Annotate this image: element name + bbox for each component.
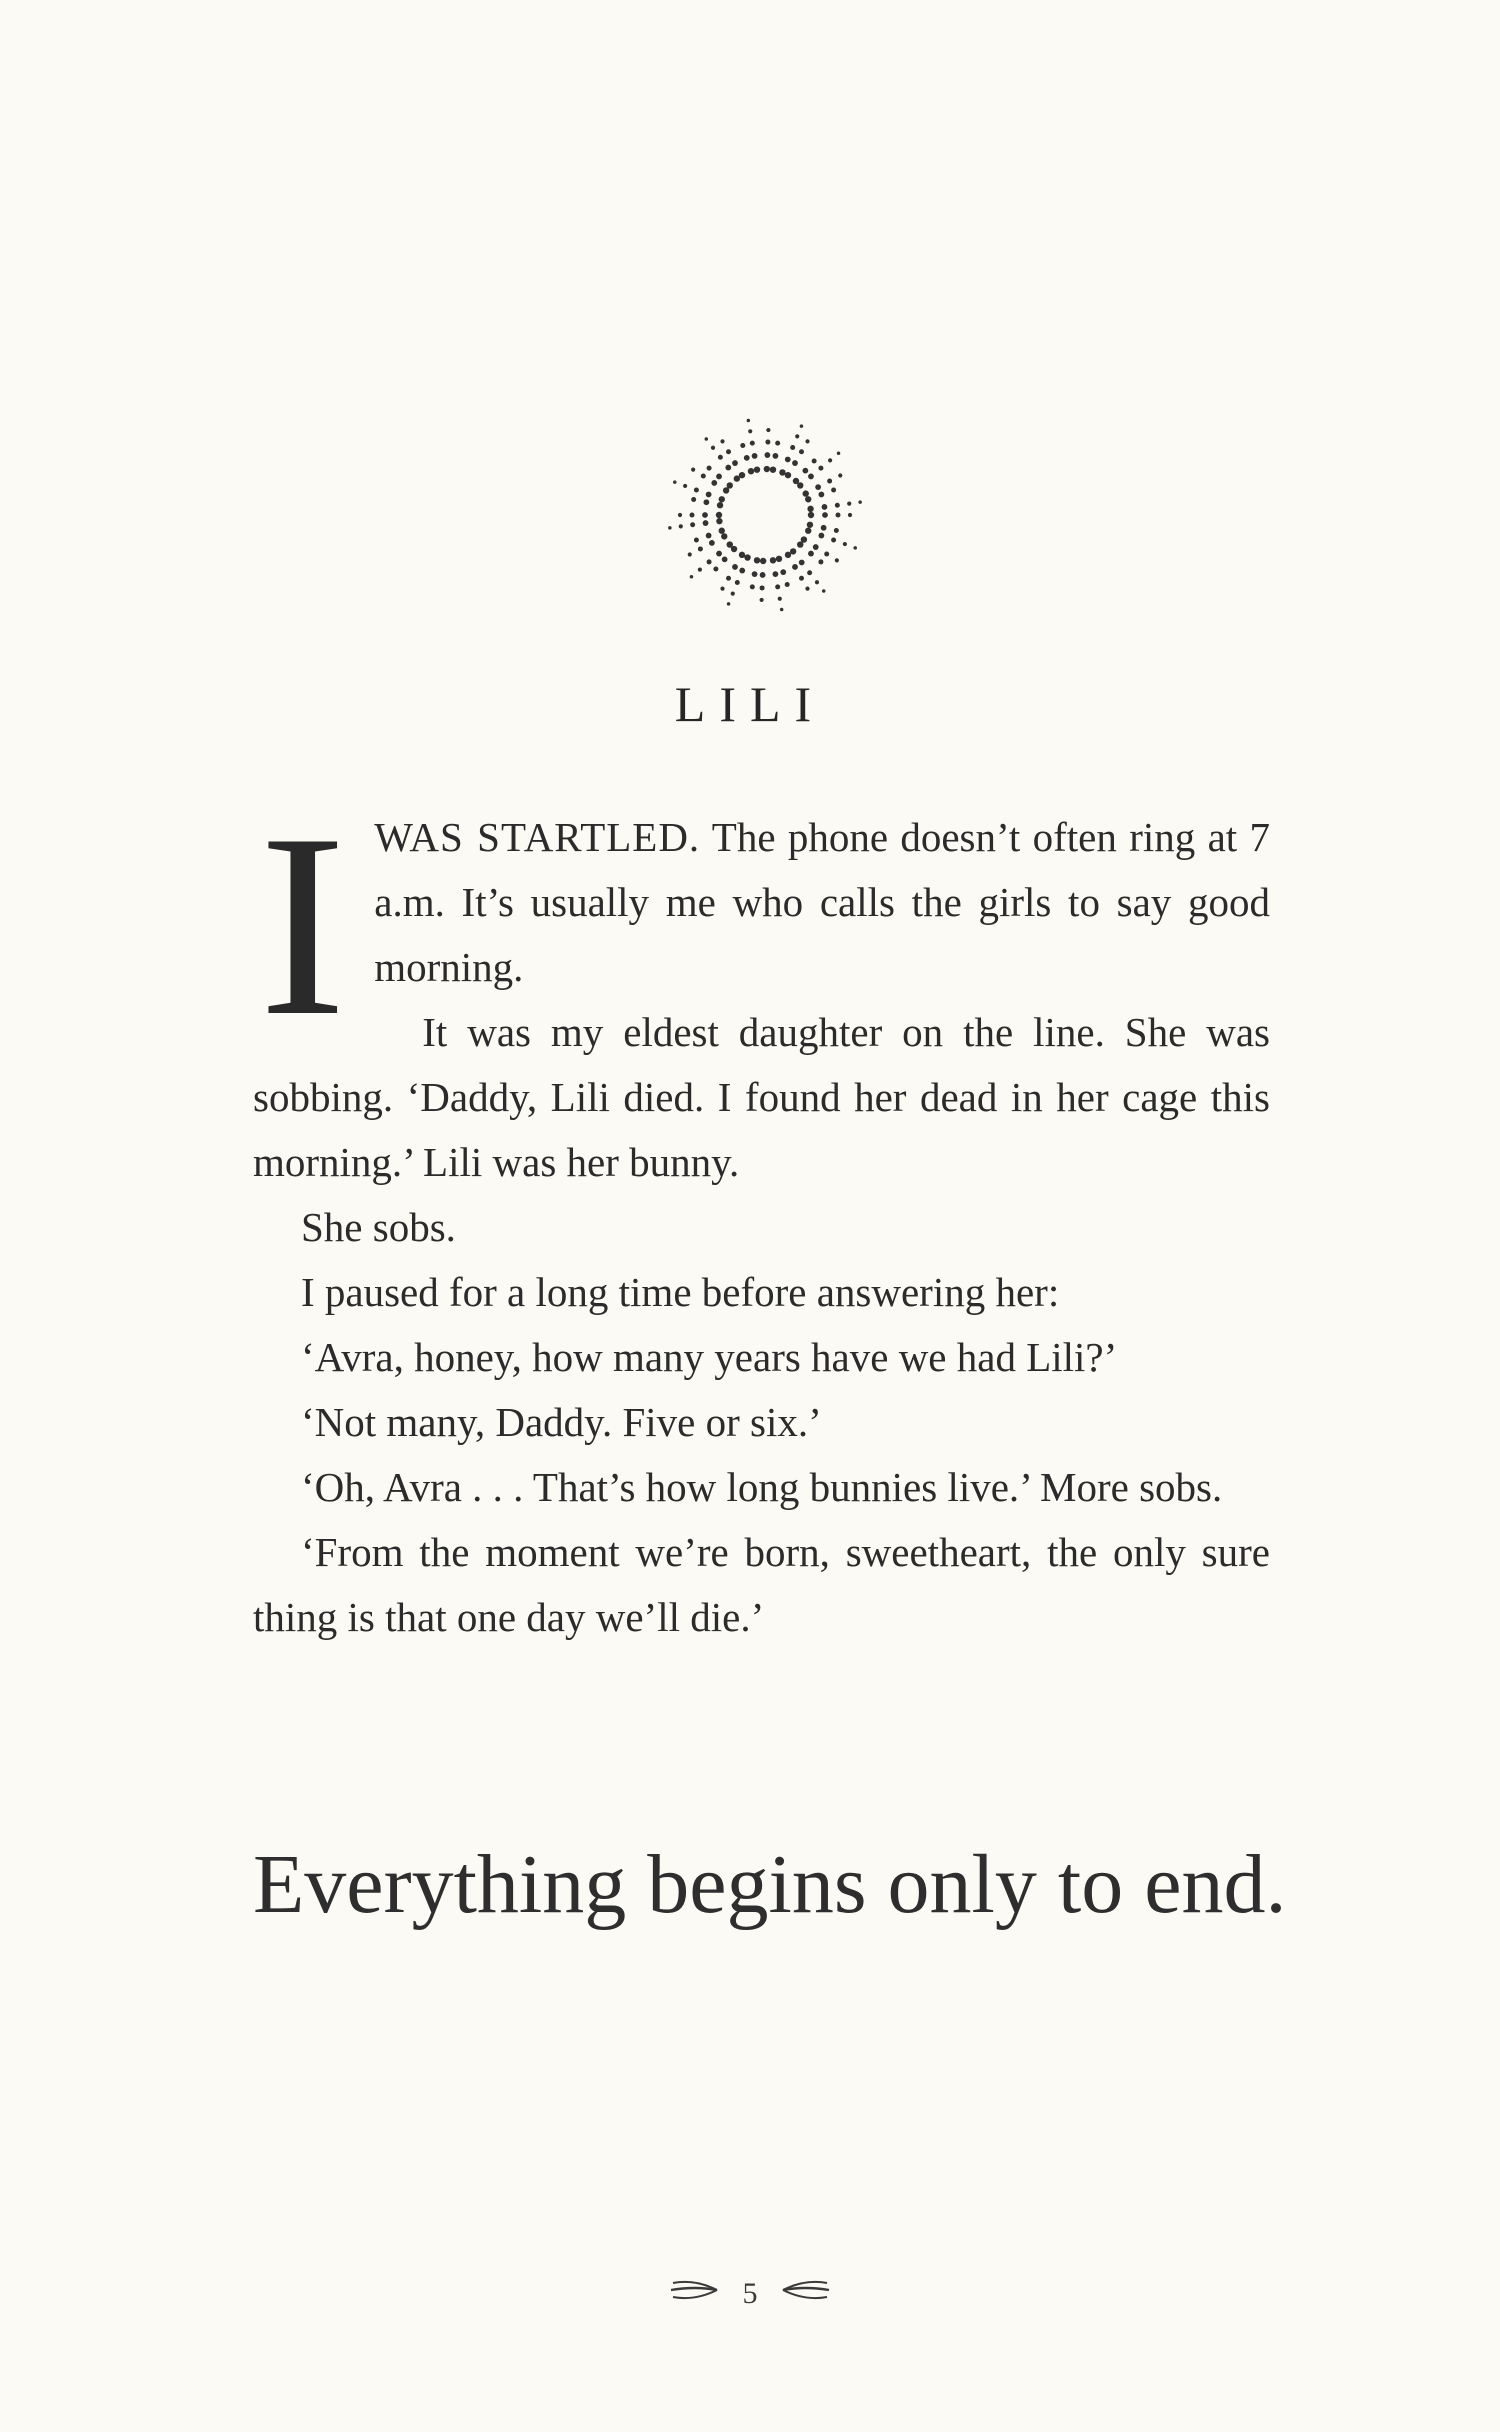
sunburst-dot xyxy=(815,580,819,584)
sunburst-dot xyxy=(735,580,740,585)
sunburst-dot xyxy=(739,552,745,558)
sunburst-dot xyxy=(731,592,735,596)
sunburst-dot xyxy=(822,512,828,518)
sunburst-dot xyxy=(690,522,695,527)
sunburst-dot xyxy=(727,482,733,488)
sunburst-dot xyxy=(765,440,770,445)
sunburst-dot xyxy=(790,445,795,450)
sunburst-dot xyxy=(740,443,745,448)
sunburst-dot xyxy=(800,424,804,428)
sunburst-dot xyxy=(711,446,715,450)
sunburst-dot xyxy=(831,488,836,493)
sunburst-dot xyxy=(808,474,814,480)
sunburst-dot xyxy=(775,584,780,589)
sunburst-dot xyxy=(792,460,798,466)
sunburst-dot xyxy=(808,551,814,557)
sunburst-dot xyxy=(805,496,811,502)
chapter-body xyxy=(253,780,1270,1650)
drop-cap: I xyxy=(259,780,347,1070)
sunburst-dot xyxy=(706,492,712,498)
sunburst-dot xyxy=(702,512,708,518)
sunburst-dot xyxy=(706,533,712,539)
sunburst-dot xyxy=(821,525,827,531)
paragraph: ‘Not many, Daddy. Five or six.’ xyxy=(301,1399,822,1445)
sunburst-dot xyxy=(858,500,862,504)
sunburst-dot xyxy=(773,453,779,459)
sunburst-dot xyxy=(822,589,826,593)
sunburst-dot xyxy=(760,598,764,602)
sunburst-dot xyxy=(717,502,723,508)
sunburst-dot xyxy=(752,453,758,459)
chapter-title: LILI xyxy=(674,676,826,732)
sunburst-dot xyxy=(766,428,770,432)
paragraph: ‘Avra, honey, how many years have we had Lili?’ xyxy=(301,1334,1118,1380)
sunburst-dot xyxy=(836,513,841,518)
opening-paragraph xyxy=(253,780,1270,1070)
sunburst-dot xyxy=(744,455,750,461)
sunburst-dot xyxy=(754,467,760,473)
sunburst-dot xyxy=(775,441,780,446)
sunburst-dot xyxy=(835,558,839,562)
sunburst-dot xyxy=(835,503,840,508)
sunburst-dot xyxy=(698,546,703,551)
paragraph: I paused for a long time before answering her: xyxy=(301,1269,1060,1315)
sunburst-dot xyxy=(778,597,782,601)
sunburst-dot xyxy=(720,439,724,443)
sunburst-dot xyxy=(797,482,803,488)
sunburst-dot xyxy=(748,468,754,474)
sunburst-dot xyxy=(690,575,694,579)
sunburst-dot xyxy=(679,524,683,528)
sunburst-dot xyxy=(725,465,731,471)
flourish-left-icon xyxy=(655,2277,735,2311)
sunburst-dot xyxy=(834,528,839,533)
sunburst-dot xyxy=(732,460,738,466)
opening-smallcaps: WAS STARTLED. xyxy=(374,814,701,860)
sunburst-dot xyxy=(780,569,786,575)
sunburst-dot xyxy=(843,542,847,546)
sunburst-dot xyxy=(805,587,809,591)
page-footer xyxy=(0,2275,1500,2311)
sunburst-dot xyxy=(732,564,738,570)
sunburst-dot xyxy=(813,544,819,550)
sunburst-dot xyxy=(719,528,725,534)
sunburst-dot xyxy=(718,455,723,460)
sunburst-dot xyxy=(673,480,677,484)
sunburst-dot xyxy=(707,466,712,471)
sunburst-dot xyxy=(760,558,766,564)
sunburst-dot xyxy=(727,541,733,547)
sunburst-dot xyxy=(750,441,755,446)
opening-text: The phone doesn’t often ring at 7 a.m. It’s usually me who calls the girls to say good morning. xyxy=(374,814,1270,990)
sunburst-dot xyxy=(707,559,712,564)
sunburst-dot xyxy=(847,502,851,506)
sunburst-dot xyxy=(818,492,824,498)
sunburst-dot xyxy=(716,518,722,524)
sunburst-dot xyxy=(785,457,791,463)
sunburst-dot xyxy=(818,559,823,564)
sunburst-dot xyxy=(799,576,804,581)
sunburst-dot xyxy=(748,429,752,433)
sunburst-dot xyxy=(716,512,722,518)
sunburst-dot xyxy=(831,537,836,542)
sunburst-dot xyxy=(805,439,809,443)
sunburst-dot xyxy=(688,552,692,556)
sunburst-dot xyxy=(716,474,722,480)
paragraph: ‘From the moment we’re born, sweetheart, the only sure thing is that one day we’ll die.’ xyxy=(253,1529,1270,1640)
sunburst-dot xyxy=(719,496,725,502)
sunburst-dot xyxy=(827,479,832,484)
page-number: 5 xyxy=(742,2277,758,2311)
sunburst-dot xyxy=(770,557,776,563)
sunburst-dot xyxy=(828,458,832,462)
sunburst-dot xyxy=(713,567,718,572)
sunburst-dot xyxy=(698,568,702,572)
flourish-right-icon xyxy=(765,2277,845,2311)
sunburst-dot xyxy=(799,449,804,454)
sunburst-dot xyxy=(760,585,765,590)
sunburst-dot xyxy=(818,466,823,471)
sunburst-dot xyxy=(792,564,798,570)
sunburst-dot xyxy=(721,533,727,539)
sunburst-dot xyxy=(691,497,696,502)
sunburst-dot xyxy=(853,546,857,550)
sunburst-dot xyxy=(822,504,828,510)
sunburst-dot xyxy=(739,472,745,478)
sunburst-dot xyxy=(703,520,709,526)
paragraph: She sobs. xyxy=(301,1204,456,1250)
sunburst-dot xyxy=(750,584,755,589)
sunburst-dot xyxy=(773,571,779,577)
sunburst-dot xyxy=(709,540,715,546)
sunburst-dots-icon xyxy=(645,395,885,635)
sunburst-dot xyxy=(690,513,695,518)
sunburst-dot xyxy=(838,473,842,477)
sunburst-dot xyxy=(752,571,758,577)
sunburst-dot xyxy=(818,533,824,539)
sunburst-dot xyxy=(837,452,841,456)
pull-quote: Everything begins only to end. xyxy=(253,1838,1287,1931)
sunburst-dot xyxy=(812,459,817,464)
sunburst-dot xyxy=(799,560,805,566)
sunburst-dot xyxy=(770,467,776,473)
sunburst-dot xyxy=(785,472,791,478)
sunburst-dot xyxy=(803,490,809,496)
sunburst-dot xyxy=(726,576,731,581)
sunburst-dot xyxy=(848,513,852,517)
sunburst-dot xyxy=(727,602,731,606)
sunburst-dot xyxy=(726,449,731,454)
sunburst-dot xyxy=(744,554,750,560)
sunburst-dot xyxy=(780,608,784,612)
sunburst-dot xyxy=(802,468,808,474)
paragraph: It was my eldest daughter on the line. She was sobbing. ‘Daddy, Lili died. I found her dead in her cage this morning.’ Lili was her bunny. xyxy=(253,1009,1270,1185)
sunburst-dot xyxy=(722,556,728,562)
sunburst-dot xyxy=(691,467,695,471)
sunburst-dot xyxy=(720,587,724,591)
sunburst-dot xyxy=(807,570,812,575)
sunburst-dot xyxy=(703,499,709,505)
sunburst-dot xyxy=(678,513,682,517)
sunburst-dot xyxy=(705,437,709,441)
sunburst-dot xyxy=(754,557,760,563)
sunburst-dot xyxy=(668,526,672,530)
sunburst-dot xyxy=(805,528,811,534)
sunburst-dot xyxy=(824,552,829,557)
sunburst-dot xyxy=(776,556,782,562)
sunburst-dot xyxy=(765,452,771,458)
sunburst-dot xyxy=(711,480,717,486)
sunburst-dot xyxy=(760,572,766,578)
sunburst-dot xyxy=(694,537,699,542)
sunburst-dot xyxy=(797,541,803,547)
sunburst-dot xyxy=(807,522,813,528)
sunburst-dot xyxy=(739,568,745,574)
sunburst-dot xyxy=(807,506,813,512)
sunburst-dot xyxy=(764,466,770,472)
paragraph: ‘Oh, Avra . . . That’s how long bunnies live.’ More sobs. xyxy=(301,1464,1223,1510)
sunburst-dot xyxy=(701,474,706,479)
sunburst-dot xyxy=(747,419,751,423)
sunburst-dot xyxy=(808,512,814,518)
sunburst-dot xyxy=(815,484,821,490)
sunburst-dot xyxy=(779,469,785,475)
sunburst-dot xyxy=(785,552,791,558)
sunburst-dot xyxy=(683,484,687,488)
sunburst-dot xyxy=(785,582,790,587)
sunburst-dot xyxy=(795,434,799,438)
sunburst-dot xyxy=(716,551,722,557)
sunburst-dot xyxy=(694,488,699,493)
